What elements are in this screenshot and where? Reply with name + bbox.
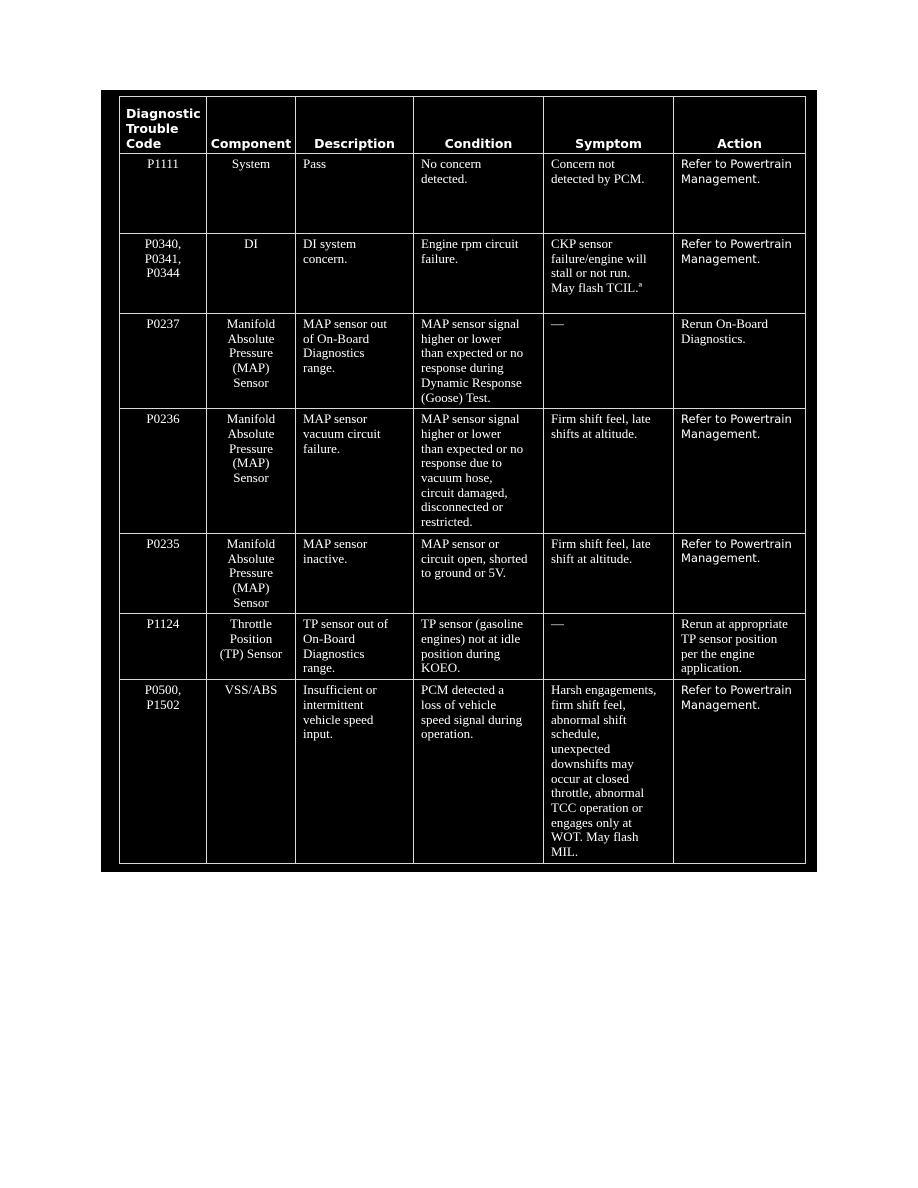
table-row <box>120 533 806 614</box>
cell-action: Refer to Powertrain Management. <box>674 234 806 314</box>
cell-component: VSS/ABS <box>207 680 296 863</box>
cell-action: Refer to Powertrain Management. <box>674 154 806 234</box>
header-code <box>120 97 207 154</box>
cell-description: DI system concern. <box>296 234 414 314</box>
cell-component: Throttle Position (TP) Sensor <box>207 614 296 680</box>
cell-condition: PCM detected a loss of vehicle speed signal during operation. <box>414 680 544 863</box>
cell-action: Refer to Powertrain Management. <box>674 680 806 863</box>
table-row <box>120 614 806 680</box>
cell-description: Insufficient or intermittent vehicle speed input. <box>296 680 414 863</box>
header-description: Description <box>296 97 414 154</box>
cell-component: Manifold Absolute Pressure (MAP) Sensor <box>207 314 296 409</box>
cell-code: P0235 <box>120 533 207 614</box>
cell-action: Rerun On-Board Diagnostics. <box>674 314 806 409</box>
header-symptom: Symptom <box>544 97 674 154</box>
cell-symptom: Firm shift feel, late shift at altitude. <box>544 533 674 614</box>
cell-description: MAP sensor inactive. <box>296 533 414 614</box>
header-code-line-1: Diagnostic <box>126 106 201 121</box>
cell-condition: MAP sensor signal higher or lower than expected or no response due to vacuum hose, circuit damaged, disconnected or restricted. <box>414 409 544 534</box>
cell-symptom: Concern not detected by PCM. <box>544 154 674 234</box>
cell-description: TP sensor out of On-Board Diagnostics range. <box>296 614 414 680</box>
cell-component: Manifold Absolute Pressure (MAP) Sensor <box>207 409 296 534</box>
cell-code: P0500, P1502 <box>120 680 207 863</box>
table-row <box>120 234 806 314</box>
table-row <box>120 409 806 534</box>
cell-component: System <box>207 154 296 234</box>
cell-action: Rerun at appropriate TP sensor position per the engine application. <box>674 614 806 680</box>
cell-code: P0237 <box>120 314 207 409</box>
cell-condition: Engine rpm circuit failure. <box>414 234 544 314</box>
cell-condition: No concern detected. <box>414 154 544 234</box>
cell-symptom: CKP sensor failure/engine will stall or not run. May flash TCIL.ª <box>544 234 674 314</box>
cell-component: Manifold Absolute Pressure (MAP) Sensor <box>207 533 296 614</box>
header-row <box>120 97 806 154</box>
cell-description: Pass <box>296 154 414 234</box>
header-condition: Condition <box>414 97 544 154</box>
header-component: Component <box>207 97 296 154</box>
cell-symptom: — <box>544 314 674 409</box>
cell-description: MAP sensor vacuum circuit failure. <box>296 409 414 534</box>
cell-symptom: Harsh engagements, firm shift feel, abnormal shift schedule, unexpected downshifts may occur at closed throttle, abnormal TCC operation or engages only at WOT. May flash MIL. <box>544 680 674 863</box>
cell-symptom: — <box>544 614 674 680</box>
dtc-table-sheet <box>101 90 817 872</box>
table-row <box>120 154 806 234</box>
table-row <box>120 314 806 409</box>
cell-component: DI <box>207 234 296 314</box>
header-code-line-2: Trouble <box>126 121 179 136</box>
cell-symptom: Firm shift feel, late shifts at altitude. <box>544 409 674 534</box>
cell-action: Refer to Powertrain Management. <box>674 409 806 534</box>
cell-condition: MAP sensor signal higher or lower than expected or no response during Dynamic Response (Goose) Test. <box>414 314 544 409</box>
cell-action: Refer to Powertrain Management. <box>674 533 806 614</box>
cell-code: P1124 <box>120 614 207 680</box>
cell-description: MAP sensor out of On-Board Diagnostics range. <box>296 314 414 409</box>
cell-code: P0340, P0341, P0344 <box>120 234 207 314</box>
header-action: Action <box>674 97 806 154</box>
header-code-line-3: Code <box>126 136 162 151</box>
cell-condition: MAP sensor or circuit open, shorted to ground or 5V. <box>414 533 544 614</box>
cell-code: P0236 <box>120 409 207 534</box>
table-row <box>120 680 806 863</box>
cell-code: P1111 <box>120 154 207 234</box>
dtc-table <box>119 96 806 864</box>
cell-condition: TP sensor (gasoline engines) not at idle position during KOEO. <box>414 614 544 680</box>
